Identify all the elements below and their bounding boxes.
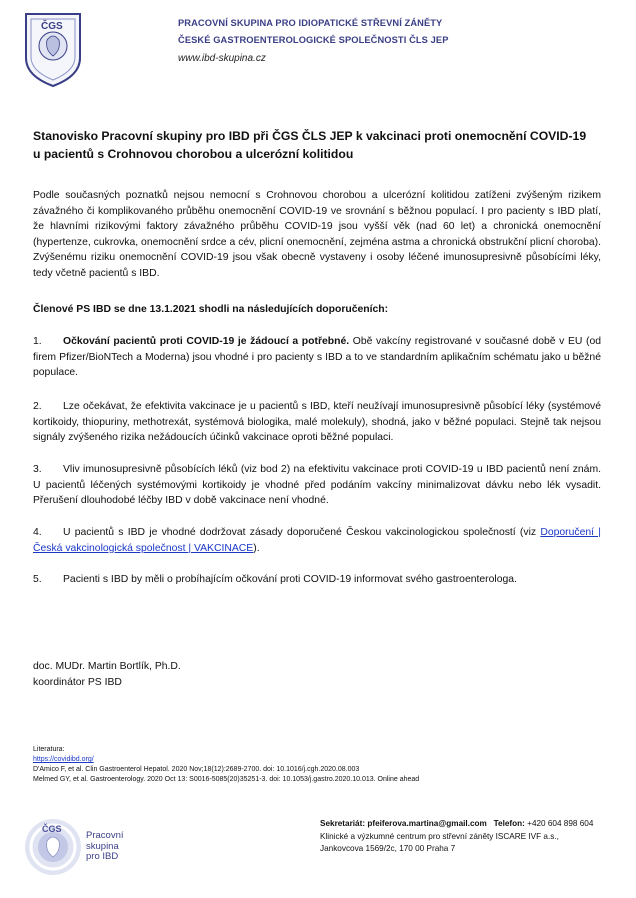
item-number: 5. — [33, 574, 42, 585]
org-name-line1: PRACOVNÍ SKUPINA PRO IDIOPATICKÉ STŘEVNÍ ZÁNĚTY — [178, 18, 443, 28]
literature-link[interactable]: https://covidibd.org/ — [33, 756, 94, 763]
secretariat-email[interactable]: pfeiferova.martina@gmail.com — [367, 819, 487, 828]
document-title: Stanovisko Pracovní skupiny pro IBD při ČGS ČLS JEP k vakcinaci proti onemocnění COVID-19 u pacientů s Crohnovou chorobou a ulcerózní kolitidou — [33, 129, 587, 161]
item-text: Lze očekávat, že efektivita vakcinace je u pacientů s IBD, kteří neužívají imunosupresivně působící léky (systémové kortikoidy, thiopuriny, methotrexát, systémová biologika, malé molekuly), shodná, jako v běžné populaci. Stejně tak nejsou signály zvýšeného rizika nežádoucích účinků vakcinace oproti běžné populaci. — [33, 401, 601, 444]
item-number: 4. — [33, 527, 42, 538]
signatory-role: koordinátor PS IBD — [33, 677, 122, 688]
signature-block — [33, 659, 181, 691]
literature-ref-1: D'Amico F, et al. Clin Gastroenterol Hepatol. 2020 Nov;18(12):2689-2700. doi: 10.1016/j.cgh.2020.08.003 — [33, 766, 360, 773]
item-number: 1. — [33, 336, 42, 347]
intro-paragraph: Podle současných poznatků nejsou nemocní s Crohnovou chorobou a ulcerózní kolitidou zatíženi zvýšeným rizikem závažného či komplikovaného průběhu onemocnění COVID-19 ve srovnání s běžnou populací. I pro pacienty s IBD platí, že hlavními rizikovými faktory závažného průběhu COVID-19 jsou vyšší věk (nad 60 let) a chronická onemocnění (hypertenze, cukrovka, onemocnění srdce a cév, plicní onemocnění, zejména astma a chronická obstrukční plicní choroba). Zvýšenému riziku onemocnění COVID-19 jsou však obecně vystaveny i osoby léčené imunosupresivně působícími léky, tedy včetně pacientů s IBD. — [33, 190, 601, 279]
literature-heading: Literatura: — [33, 746, 65, 753]
contact-line — [320, 818, 620, 831]
signatory-name: doc. MUDr. Martin Bortlík, Ph.D. — [33, 661, 181, 672]
org-website-link[interactable]: www.ibd-skupina.cz — [178, 53, 266, 64]
logo-label-line: pro IBD — [86, 851, 119, 862]
vaccination-society-link[interactable]: Doporučení | Česká vakcinologická společnost | VAKCINACE — [33, 527, 601, 554]
address-line-2: Jankovcova 1569/2c, 170 00 Praha 7 — [320, 844, 456, 853]
item-text: U pacientů s IBD je vhodné dodržovat zásady doporučené Českou vakcinologickou společností (viz — [63, 527, 541, 538]
logo-text: ČGS — [42, 824, 62, 834]
phone-number: +420 604 898 604 — [527, 819, 594, 828]
item-number: 2. — [33, 401, 42, 412]
secretariat-label: Sekretariát: — [320, 819, 366, 828]
phone-label: Telefon: — [493, 819, 525, 828]
item-number: 3. — [33, 464, 42, 475]
logo-text: ČGS — [41, 21, 63, 32]
logo-label-line: Pracovní — [86, 830, 124, 841]
address-line-1: Klinické a výzkumné centrum pro střevní záněty ISCARE IVF a.s., — [320, 831, 559, 841]
recommendation-item-2 — [33, 399, 601, 446]
contact-footer — [320, 818, 620, 856]
item-bold-text: Očkování pacientů proti COVID-19 je žádoucí a potřebné. — [63, 336, 350, 347]
members-statement: Členové PS IBD se dne 13.1.2021 shodli na následujících doporučeních: — [33, 304, 389, 315]
logo-label-line: skupina — [86, 840, 119, 852]
org-logo-top — [20, 10, 86, 88]
item-text: Obě vakcíny registrované v současné době v EU (od firem Pfizer/BioNTech a Moderna) jsou vhodné i pro pacienty s IBD a to ve standardním aplikačním schématu jako u běžné populace. — [33, 336, 602, 379]
ibd-group-label — [86, 831, 124, 863]
item-text-after: ). — [253, 542, 260, 554]
ibd-group-logo — [22, 817, 148, 877]
literature-block — [33, 745, 419, 785]
recommendation-item-3 — [33, 462, 601, 509]
org-name-line2: ČESKÉ GASTROENTEROLOGICKÉ SPOLEČNOSTI ČLS JEP — [178, 35, 449, 45]
item-text: Vliv imunosupresivně působících léků (viz bod 2) na efektivitu vakcinace proti COVID-19 u IBD pacientů není znám. U pacientů léčených systémovými kortikoidy je vhodné před podáním vakcíny minimalizovat dávku nebo lék vysadit. Přerušení dlouhodobé léčby IBD v době vakcinace není vhodné. — [33, 464, 601, 507]
recommendation-item-4 — [33, 525, 601, 556]
recommendation-item-5 — [33, 572, 601, 588]
recommendation-item-1 — [33, 334, 601, 381]
literature-ref-2: Melmed GY, et al. Gastroenterology. 2020 Oct 13: S0016-5085(20)35251-3. doi: 10.1053/j.gastro.2020.10.013. Online ahead — [33, 776, 420, 783]
item-text: Pacienti s IBD by měli o probíhajícím očkování proti COVID-19 informovat svého gastroenterologa. — [63, 574, 517, 585]
